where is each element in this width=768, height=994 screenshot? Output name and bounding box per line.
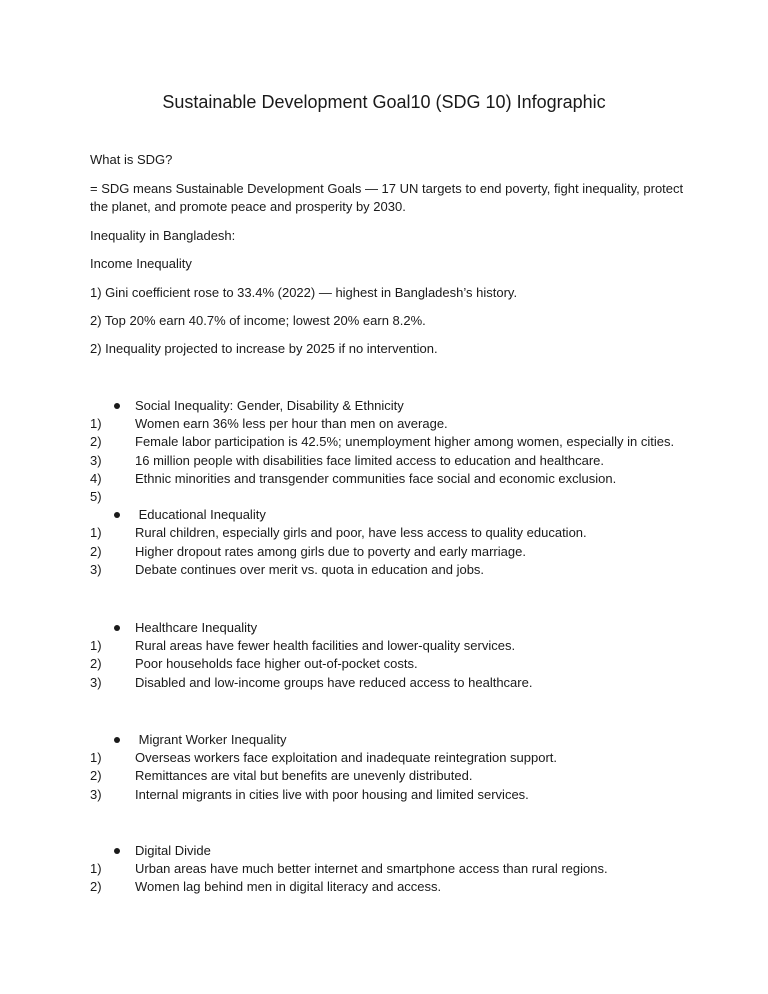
list-item	[0, 470, 768, 488]
section-heading-row	[0, 619, 768, 637]
list-text: Disabled and low-income groups have reduced access to healthcare.	[135, 674, 533, 690]
income-point: 2) Top 20% earn 40.7% of income; lowest 20% earn 8.2%.	[90, 313, 426, 328]
list-number: 2)	[90, 768, 102, 784]
list-number: 2)	[90, 656, 102, 672]
list-number: 1)	[90, 525, 102, 541]
bullet-icon	[114, 512, 120, 518]
list-item	[0, 524, 768, 542]
list-text: Ethnic minorities and transgender communities face social and economic exclusion.	[135, 470, 617, 486]
bullet-icon	[114, 848, 120, 854]
list-text: Internal migrants in cities live with poor housing and limited services.	[135, 786, 529, 802]
list-number: 1)	[90, 861, 102, 877]
section-heading: Social Inequality: Gender, Disability & Ethnicity	[135, 398, 404, 413]
list-item	[0, 452, 768, 470]
section-heading-row	[0, 397, 768, 415]
list-item	[0, 749, 768, 767]
section-healthcare	[0, 619, 768, 692]
list-number: 3)	[90, 561, 102, 577]
section-heading: Educational Inequality	[135, 507, 266, 523]
list-text: Remittances are vital but benefits are unevenly distributed.	[135, 768, 473, 784]
inequality-heading: Inequality in Bangladesh:	[90, 228, 236, 243]
income-point: 2) Inequality projected to increase by 2025 if no intervention.	[90, 341, 438, 356]
list-text: Urban areas have much better internet and smartphone access than rural regions.	[135, 861, 608, 877]
list-text: Overseas workers face exploitation and inadequate reintegration support.	[135, 750, 558, 766]
list-text: Rural children, especially girls and poor, have less access to quality education.	[135, 525, 587, 541]
list-item	[0, 637, 768, 655]
list-item	[0, 488, 768, 506]
section-social-educational	[0, 397, 768, 579]
list-item	[0, 767, 768, 785]
list-number: 2)	[90, 543, 102, 559]
section-migrant	[0, 731, 768, 804]
document-title: Sustainable Development Goal10 (SDG 10) Infographic	[162, 92, 606, 112]
section-heading: Migrant Worker Inequality	[135, 732, 287, 747]
sdg-question: What is SDG?	[90, 152, 173, 167]
list-text: Debate continues over merit vs. quota in education and jobs.	[135, 561, 485, 577]
list-number: 2)	[90, 879, 102, 895]
list-number: 3)	[90, 674, 102, 690]
list-item	[0, 786, 768, 804]
list-text: Women lag behind men in digital literacy and access.	[135, 879, 442, 895]
list-item	[0, 543, 768, 561]
section-heading-row	[0, 506, 768, 524]
list-text: Women earn 36% less per hour than men on average.	[135, 416, 448, 432]
section-heading-row	[0, 842, 768, 860]
section-digital	[0, 842, 768, 897]
list-number: 4)	[90, 470, 102, 486]
list-text: Higher dropout rates among girls due to poverty and early marriage.	[135, 543, 526, 559]
sdg-answer: = SDG means Sustainable Development Goals — 17 UN targets to end poverty, fight inequality, protect the planet, and promote peace and prosperity by 2030.	[90, 181, 684, 214]
list-item	[0, 415, 768, 433]
list-number: 1)	[90, 750, 102, 766]
list-text: Poor households face higher out-of-pocket costs.	[135, 656, 418, 672]
income-heading: Income Inequality	[90, 256, 192, 271]
list-item	[0, 433, 768, 451]
income-point: 1) Gini coefficient rose to 33.4% (2022) — highest in Bangladesh’s history.	[90, 285, 518, 300]
section-heading: Healthcare Inequality	[135, 620, 258, 635]
list-number: 5)	[90, 488, 102, 504]
list-item	[0, 860, 768, 878]
list-text: Female labor participation is 42.5%; unemployment higher among women, especially in cities.	[135, 434, 675, 450]
list-number: 1)	[90, 638, 102, 654]
list-number: 3)	[90, 786, 102, 802]
list-item	[0, 878, 768, 896]
bullet-icon	[114, 737, 120, 743]
list-item	[0, 674, 768, 692]
list-number: 2)	[90, 434, 102, 450]
list-text: 16 million people with disabilities face limited access to education and healthcare.	[135, 452, 604, 468]
section-heading: Digital Divide	[135, 843, 211, 858]
bullet-icon	[114, 403, 120, 409]
list-number: 1)	[90, 416, 102, 432]
bullet-icon	[114, 625, 120, 631]
section-heading-row	[0, 731, 768, 749]
list-text: Rural areas have fewer health facilities and lower-quality services.	[135, 638, 516, 654]
list-item	[0, 561, 768, 579]
list-item	[0, 655, 768, 673]
list-number: 3)	[90, 452, 102, 468]
